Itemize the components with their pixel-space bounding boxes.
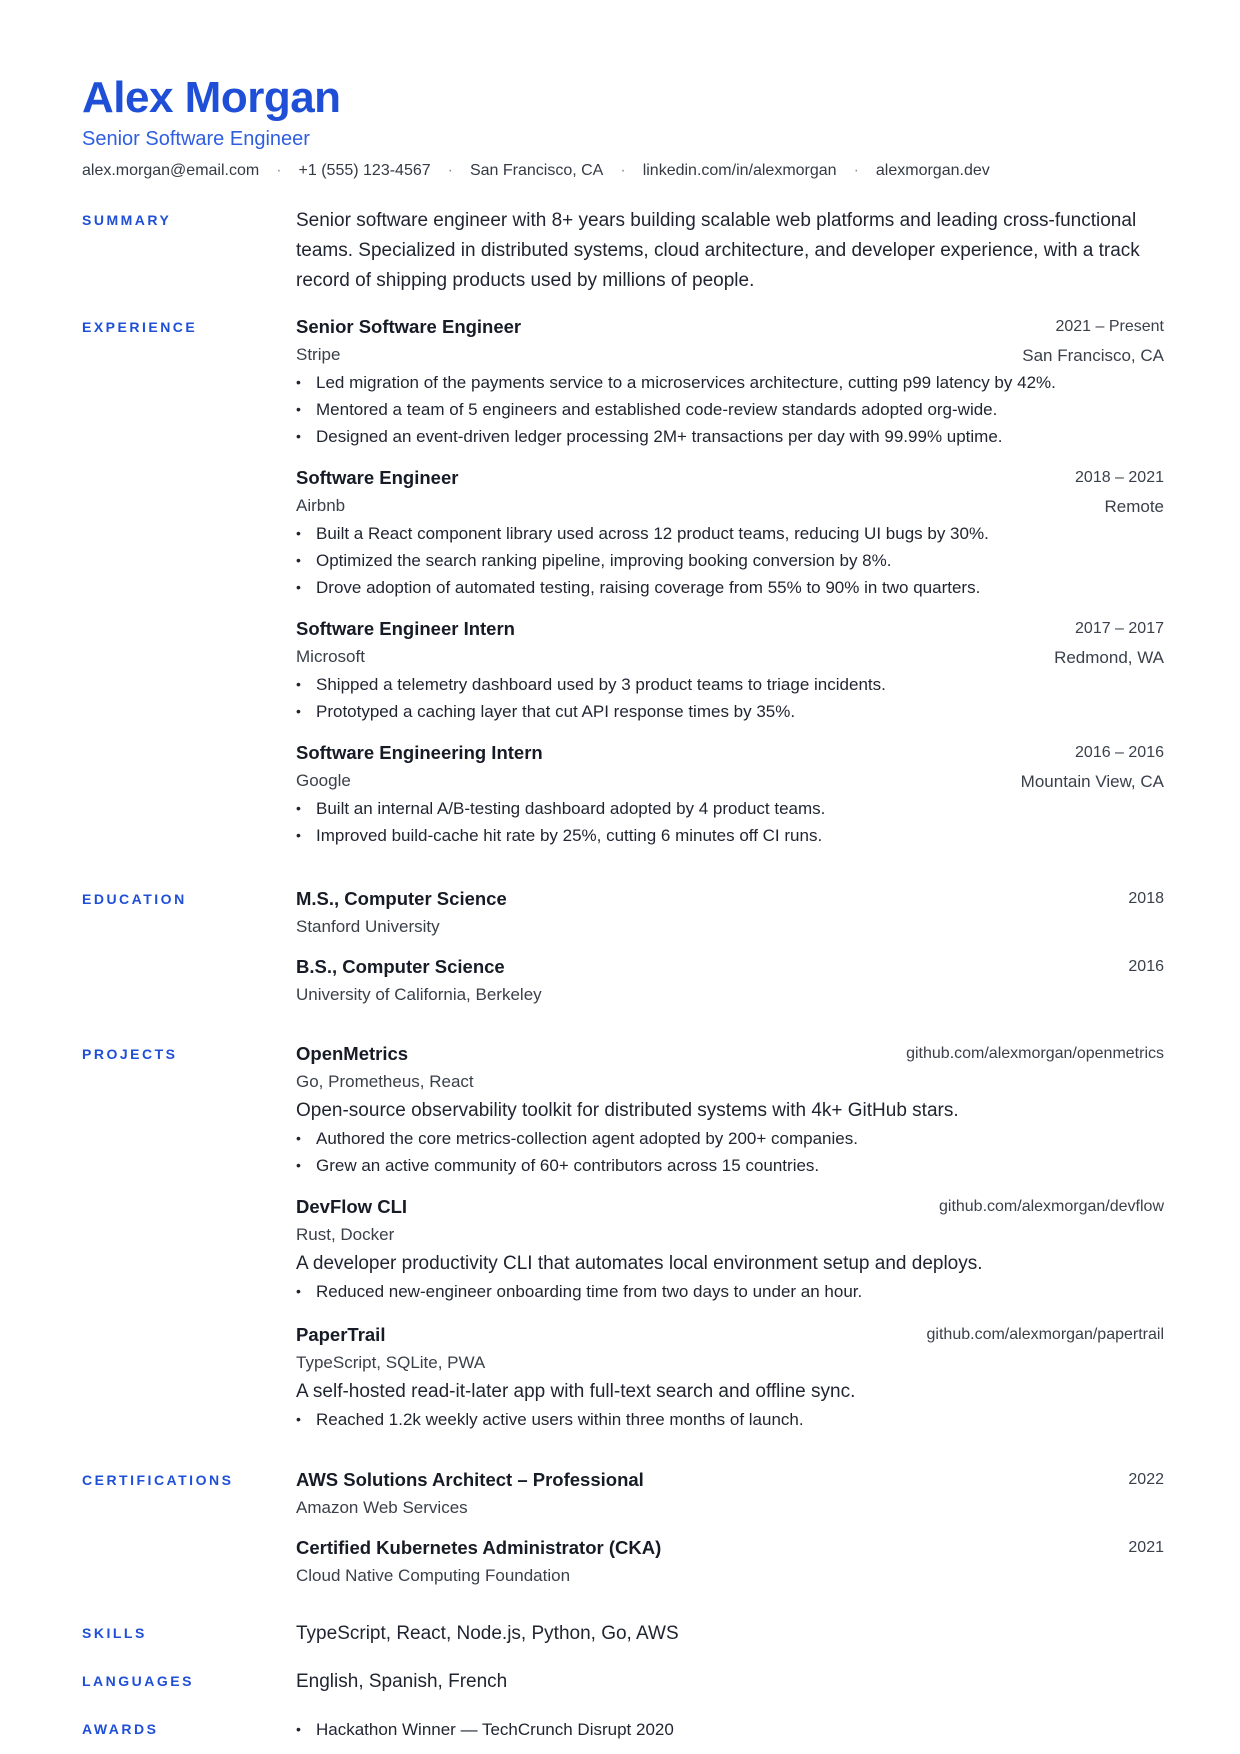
certification-name: Certified Kubernetes Administrator (CKA) <box>296 1537 662 1558</box>
project-name: OpenMetrics <box>296 1043 409 1064</box>
bullet-item: • Reached 1.2k weekly active users within three months of launch. <box>296 1406 1164 1433</box>
contact-line <box>82 160 990 182</box>
section-label-languages: LANGUAGES <box>82 1673 194 1689</box>
job-title: Software Engineering Intern <box>296 742 543 763</box>
certification-name: AWS Solutions Architect – Professional <box>296 1469 644 1490</box>
contact-separator: · <box>620 162 626 179</box>
section-label-education: EDUCATION <box>82 891 187 907</box>
job-location: Redmond, WA <box>1054 648 1164 667</box>
school-name: University of California, Berkeley <box>296 985 542 1004</box>
certification-year: 2022 <box>1128 1471 1164 1488</box>
project-bullets <box>296 1406 1164 1433</box>
section-label-projects: PROJECTS <box>82 1046 178 1062</box>
degree-title: M.S., Computer Science <box>296 888 507 909</box>
resume-page <box>82 0 1164 1754</box>
job-dates: 2017 – 2017 <box>1075 620 1164 637</box>
job-location: San Francisco, CA <box>1022 346 1164 365</box>
job-title: Software Engineer <box>296 467 459 488</box>
job-dates: 2016 – 2016 <box>1075 744 1164 761</box>
contact-email: alex.morgan@email.com <box>82 162 260 179</box>
candidate-name: Alex Morgan <box>82 73 341 122</box>
bullet-item: • Authored the core metrics-collection agent adopted by 200+ companies. <box>296 1125 1164 1152</box>
company-name: Airbnb <box>296 496 346 515</box>
certification-entry <box>296 1466 1164 1522</box>
section-label-skills: SKILLS <box>82 1625 147 1641</box>
experience-entry <box>296 464 1164 601</box>
contact-separator: · <box>276 162 282 179</box>
section-label-awards: AWARDS <box>82 1721 159 1737</box>
contact-linkedin: linkedin.com/in/alexmorgan <box>642 162 837 179</box>
project-description: A developer productivity CLI that automates local environment setup and deploys. <box>296 1253 983 1274</box>
languages-text: English, Spanish, French <box>296 1671 508 1692</box>
job-bullets <box>296 671 1164 725</box>
company-name: Microsoft <box>296 647 365 666</box>
experience-entry <box>296 739 1164 849</box>
project-link: github.com/alexmorgan/devflow <box>938 1198 1164 1215</box>
degree-year: 2016 <box>1128 958 1164 975</box>
bullet-item: • Grew an active community of 60+ contributors across 15 countries. <box>296 1152 1164 1179</box>
education-entry <box>296 885 1164 941</box>
bullet-item: • Optimized the search ranking pipeline, improving booking conversion by 8%. <box>296 547 1164 574</box>
project-stack: Go, Prometheus, React <box>296 1072 474 1091</box>
bullet-item: • Mentored a team of 5 engineers and established code-review standards adopted org-wide. <box>296 396 1164 423</box>
job-title: Software Engineer Intern <box>296 618 515 639</box>
project-bullets <box>296 1125 1164 1179</box>
bullet-item: • Built a React component library used across 12 product teams, reducing UI bugs by 30%. <box>296 520 1164 547</box>
bullet-item: • Reduced new-engineer onboarding time from two days to under an hour. <box>296 1278 1164 1305</box>
project-entry <box>296 1321 1164 1433</box>
project-entry <box>296 1040 1164 1179</box>
project-description: A self-hosted read-it-later app with full-text search and offline sync. <box>296 1381 856 1402</box>
project-stack: Rust, Docker <box>296 1225 395 1244</box>
contact-website: alexmorgan.dev <box>875 162 990 179</box>
certification-year: 2021 <box>1128 1539 1164 1556</box>
job-title: Senior Software Engineer <box>296 316 522 337</box>
job-location: Remote <box>1104 497 1164 516</box>
education-entry <box>296 953 1164 1009</box>
skills-text: TypeScript, React, Node.js, Python, Go, AWS <box>296 1623 679 1644</box>
experience-entry <box>296 313 1164 450</box>
company-name: Google <box>296 771 351 790</box>
project-link: github.com/alexmorgan/papertrail <box>926 1326 1164 1343</box>
project-entry <box>296 1193 1164 1305</box>
job-dates: 2018 – 2021 <box>1075 469 1164 486</box>
section-label-summary: SUMMARY <box>82 212 172 228</box>
award-item: • Hackathon Winner — TechCrunch Disrupt 2020 <box>296 1716 1164 1743</box>
project-name: DevFlow CLI <box>296 1196 408 1217</box>
bullet-item: • Designed an event-driven ledger processing 2M+ transactions per day with 99.99% uptime. <box>296 423 1164 450</box>
bullet-item: • Shipped a telemetry dashboard used by 3 product teams to triage incidents. <box>296 671 1164 698</box>
awards-list <box>296 1716 1164 1743</box>
company-name: Stripe <box>296 345 341 364</box>
experience-entry <box>296 615 1164 725</box>
job-bullets <box>296 369 1164 450</box>
certification-issuer: Cloud Native Computing Foundation <box>296 1566 571 1585</box>
project-bullets <box>296 1278 1164 1305</box>
job-bullets <box>296 520 1164 601</box>
bullet-item: • Drove adoption of automated testing, raising coverage from 55% to 90% in two quarters. <box>296 574 1164 601</box>
project-description: Open-source observability toolkit for distributed systems with 4k+ GitHub stars. <box>296 1100 959 1121</box>
certification-entry <box>296 1534 1164 1590</box>
project-link: github.com/alexmorgan/openmetrics <box>906 1045 1164 1062</box>
contact-location: San Francisco, CA <box>469 162 604 179</box>
bullet-item: • Led migration of the payments service to a microservices architecture, cutting p99 latency by 42%. <box>296 369 1164 396</box>
certification-issuer: Amazon Web Services <box>296 1498 468 1517</box>
project-stack: TypeScript, SQLite, PWA <box>296 1353 486 1372</box>
degree-year: 2018 <box>1128 890 1164 907</box>
section-label-experience: EXPERIENCE <box>82 319 198 335</box>
job-dates: 2021 – Present <box>1055 318 1164 335</box>
section-label-certifications: CERTIFICATIONS <box>82 1472 234 1488</box>
candidate-title: Senior Software Engineer <box>82 128 310 150</box>
bullet-item: • Prototyped a caching layer that cut API response times by 35%. <box>296 698 1164 725</box>
degree-title: B.S., Computer Science <box>296 956 505 977</box>
job-bullets <box>296 795 1164 849</box>
bullet-item: • Improved build-cache hit rate by 25%, cutting 6 minutes off CI runs. <box>296 822 1164 849</box>
project-name: PaperTrail <box>296 1324 386 1345</box>
contact-phone: +1 (555) 123-4567 <box>298 162 431 179</box>
contact-separator: · <box>853 162 859 179</box>
bullet-item: • Built an internal A/B-testing dashboard adopted by 4 product teams. <box>296 795 1164 822</box>
school-name: Stanford University <box>296 917 440 936</box>
contact-separator: · <box>447 162 453 179</box>
job-location: Mountain View, CA <box>1020 772 1164 791</box>
summary-text: Senior software engineer with 8+ years building scalable web platforms and leading cross-functional teams. Specialized in distributed systems, cloud architecture, and developer experience, with a track record of shipping products used by millions of people. <box>296 210 1140 291</box>
